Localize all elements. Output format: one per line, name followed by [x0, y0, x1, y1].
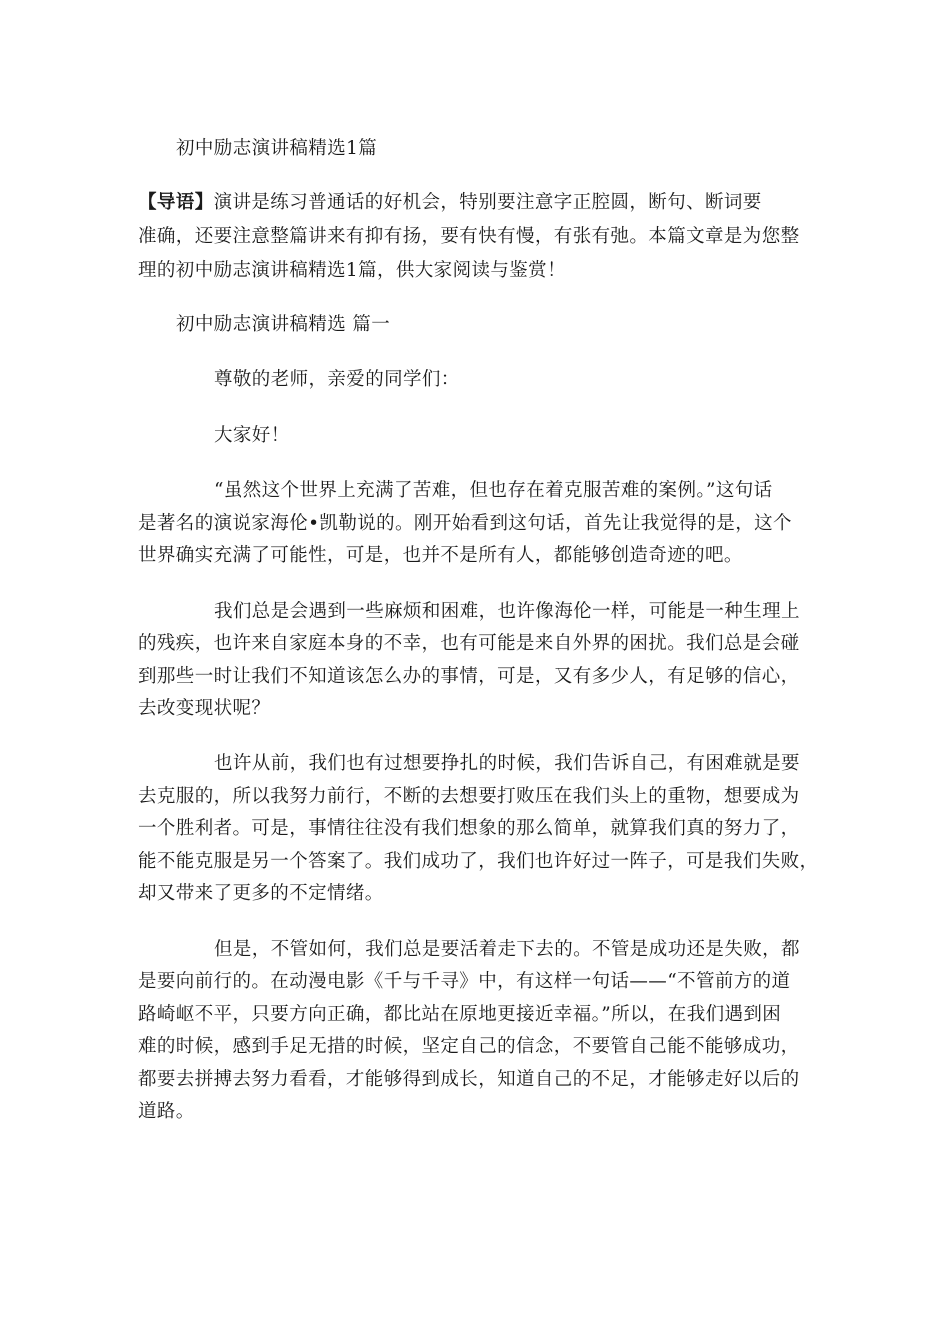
paragraph-4-line-4: 难的时候，感到手足无措的时候，坚定自己的信念，不要管自己能不能够成功， [138, 1036, 800, 1057]
salutation: 尊敬的老师，亲爱的同学们： [214, 369, 460, 390]
paragraph-1-line-3: 世界确实充满了可能性，可是，也并不是所有人，都能够创造奇迹的吧。 [138, 545, 743, 566]
paragraph-3-line-5: 却又带来了更多的不定情绪。 [138, 883, 384, 904]
paragraph-2-line-4: 去改变现状呢？ [138, 698, 271, 719]
paragraph-4-line-2: 是要向前行的。在动漫电影《千与千寻》中，有这样一句话——“不管前方的道 [138, 971, 791, 992]
document-title: 初中励志演讲稿精选1篇 [176, 138, 378, 159]
paragraph-2-line-1: 我们总是会遇到一些麻烦和困难，也许像海伦一样，可能是一种生理上 [214, 601, 800, 622]
paragraph-3-line-4: 能不能克服是另一个答案了。我们成功了，我们也许好过一阵子，可是我们失败， [138, 851, 819, 872]
paragraph-4-line-1: 但是，不管如何，我们总是要活着走下去的。不管是成功还是失败，都 [214, 939, 800, 960]
greeting: 大家好！ [214, 425, 290, 446]
section-title: 初中励志演讲稿精选 篇一 [176, 314, 391, 335]
intro-line-2: 准确，还要注意整篇讲来有抑有扬，要有快有慢，有张有弛。本篇文章是为您整 [138, 226, 800, 247]
paragraph-3-line-1: 也许从前，我们也有过想要挣扎的时候，我们告诉自己，有困难就是要 [214, 753, 800, 774]
paragraph-4-line-6: 道路。 [138, 1101, 195, 1122]
intro-tag: 【导语】 [138, 192, 214, 213]
intro-line-3: 理的初中励志演讲稿精选1篇，供大家阅读与鉴赏！ [138, 260, 566, 281]
paragraph-3-line-2: 去克服的，所以我努力前行，不断的去想要打败压在我们头上的重物，想要成为 [138, 786, 800, 807]
paragraph-2-line-2: 的残疾，也许来自家庭本身的不幸，也有可能是来自外界的困扰。我们总是会碰 [138, 633, 800, 654]
paragraph-1-line-1: “虽然这个世界上充满了苦难，但也存在着克服苦难的案例。”这句话 [214, 480, 773, 501]
intro-text-1: 演讲是练习普通话的好机会，特别要注意字正腔圆，断句、断词要 [213, 192, 762, 213]
intro-line-1 [138, 187, 828, 219]
paragraph-3-line-3: 一个胜利者。可是，事情往往没有我们想象的那么简单，就算我们真的努力了， [138, 818, 800, 839]
paragraph-4-line-3: 路崎岖不平，只要方向正确，都比站在原地更接近幸福。”所以，在我们遇到困 [138, 1004, 782, 1025]
paragraph-2-line-3: 到那些一时让我们不知道该怎么办的事情，可是，又有多少人，有足够的信心， [138, 666, 800, 687]
paragraph-1-line-2: 是著名的演说家海伦•凯勒说的。刚开始看到这句话，首先让我觉得的是，这个 [138, 513, 792, 534]
paragraph-4-line-5: 都要去拼搏去努力看看，才能够得到成长，知道自己的不足，才能够走好以后的 [138, 1069, 800, 1090]
